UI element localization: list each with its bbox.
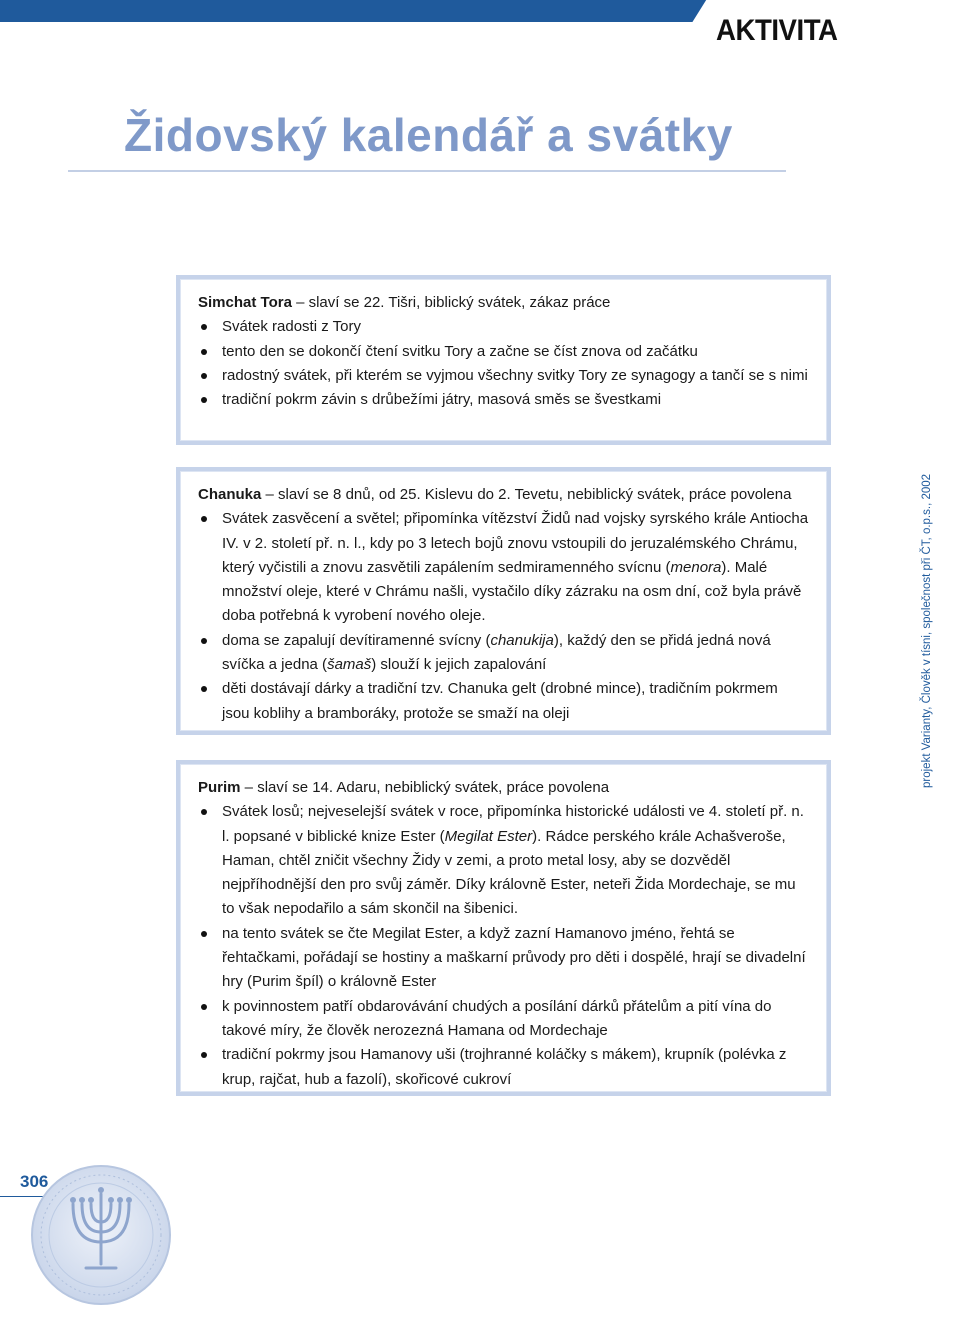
chanuka-list (198, 507, 809, 726)
purim-list (198, 800, 809, 1092)
italic-term: chanukija (490, 631, 554, 649)
text-span: Svátek losů; nejveselejší svátek v roce, připomínka historické události ve 4. století př. n. l. popsané v biblické knize Ester ( (222, 803, 804, 845)
text-span: ) slouží k jejich zapalování (371, 656, 547, 674)
list-item: děti dostávají dárky a tradiční tzv. Chanuka gelt (drobné mince), tradičním pokrmem jsou koblihy a bramboráky, protože se smaží na oleji (198, 677, 809, 726)
chanuka-heading (198, 483, 809, 507)
italic-term: Megilat Ester (444, 827, 533, 845)
list-item: tradiční pokrm závin s drůbežími játry, masová směs se švestkami (198, 388, 809, 412)
side-credit-note: projekt Varianty, Člověk v tísni, společnost při ČT, o.p.s., 2002 (921, 473, 933, 788)
italic-term: menora (670, 558, 722, 576)
list-item: k povinnostem patří obdarovávání chudých a posílání dárků přátelům a pití vína do takové míry, že člověk nerozezná Hamana od Mordechaje (198, 995, 809, 1044)
purim-summary: – slaví se 14. Adaru, nebiblický svátek, práce povolena (240, 779, 610, 796)
purim-box (176, 760, 831, 1096)
menorah-seal-icon (30, 1164, 172, 1306)
simchat-tora-box (176, 275, 831, 445)
text-span: ). Rádce perského krále Achašveroše, Haman, chtěl zničit všechny Židy v zemi, a proto metal losy, aby se dozvěděl nejpříhodnější den pro svůj záměr. Díky královně Ester, neteři Žida Mordechaje, se mu to však nepodařilo a sám skončil na šibenici. (222, 827, 796, 918)
chanuka-box (176, 467, 831, 735)
header-tab-label: AKTIVITA (716, 14, 838, 47)
text-span: doma se zapalují devítiramenné svícny ( (222, 631, 491, 649)
page-number: 306 (20, 1172, 49, 1191)
title-underline (68, 170, 786, 172)
chanuka-summary: – slaví se 8 dnů, od 25. Kislevu do 2. Tevetu, nebiblický svátek, práce povolena (261, 486, 792, 503)
italic-term: šamaš (327, 656, 372, 674)
list-item (198, 800, 809, 921)
purim-heading (198, 776, 809, 800)
list-item: radostný svátek, při kterém se vyjmou všechny svitky Tory ze synagogy a tančí se s nimi (198, 364, 809, 388)
list-item (198, 629, 809, 678)
simchat-tora-heading (198, 291, 809, 315)
simchat-tora-name: Simchat Tora (198, 294, 292, 311)
page-title: Židovský kalendář a svátky (124, 109, 733, 161)
text-span: ). Malé množství oleje, které v Chrámu našli, vystačilo díky zázraku na osm dní, což byla právě doba potřebná k vyrobení nového oleje. (222, 558, 802, 625)
simchat-tora-list (198, 315, 809, 412)
chanuka-name: Chanuka (198, 486, 262, 503)
list-item: tradiční pokrmy jsou Hamanovy uši (trojhranné koláčky s mákem), krupník (polévka z krup, rajčat, hub a fazolí), skořicové cukroví (198, 1043, 809, 1092)
list-item: Svátek radosti z Tory (198, 315, 809, 339)
list-item: na tento svátek se čte Megilat Ester, a když zazní Hamanovo jméno, řehtá se řehtačkami, pořádají se hostiny a maškarní průvody pro děti i dospělé, hrají se divadelní hry (Purim špíl) o královně Ester (198, 922, 809, 995)
purim-name: Purim (198, 779, 241, 796)
text-span: Svátek zasvěcení a světel; připomínka vítězství Židů nad vojsky syrského krále Antiocha IV. v 2. století př. n. l., kdy po 3 letech bojů znovu vstoupili do jeruzalémského Chrámu, který vyčistili a znovu zasvětili zapálením sedmiramenného svícnu ( (222, 510, 809, 576)
list-item: tento den se dokončí čtení svitku Tory a začne se číst znova od začátku (198, 340, 809, 364)
list-item (198, 507, 809, 628)
simchat-tora-summary: – slaví se 22. Tišri, biblický svátek, zákaz práce (291, 294, 611, 311)
text-span: ), každý den se přidá jedná nová svíčka a jedna ( (222, 631, 771, 674)
